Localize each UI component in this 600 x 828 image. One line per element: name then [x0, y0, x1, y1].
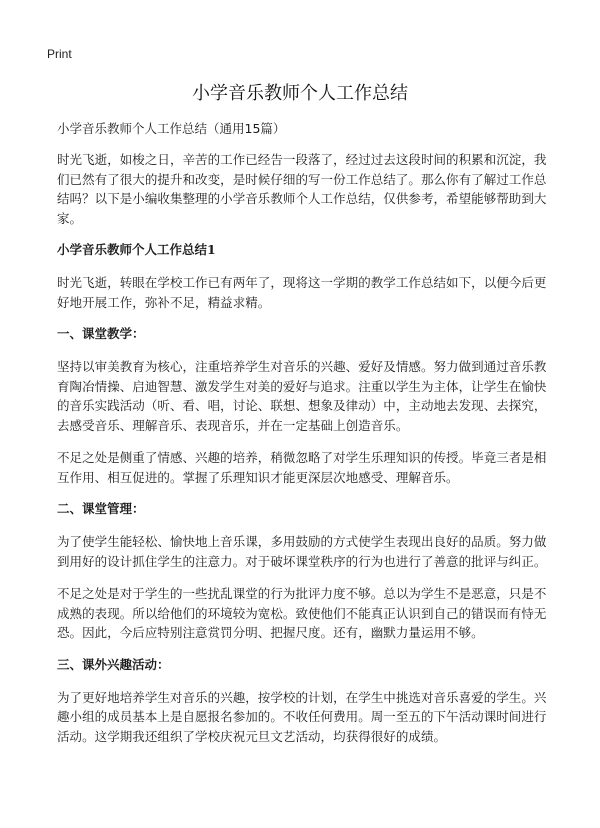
document-title: 小学音乐教师个人工作总结 — [192, 83, 408, 104]
section-paragraph: 为了使学生能轻松、愉快地上音乐课，多用鼓励的方式使学生表现出良好的品质。努力做到用好的设计抓住学生的注意力。对于破坏课堂秩序的行为也进行了善意的批评与纠正。 — [57, 534, 547, 569]
print-link[interactable]: Print — [47, 47, 72, 61]
intro-paragraph: 时光飞逝，如梭之日，辛苦的工作已经告一段落了，经过过去这段时间的积累和沉淀，我们已然有了很大的提升和改变，是时候仔细的写一份工作总结了。那么你有了解过工作总结吗？以下是小编收集整理的小学音乐教师个人工作总结，仅供参考，希望能够帮助到大家。 — [57, 152, 547, 226]
section-paragraph: 不足之处是侧重了情感、兴趣的培养，稍微忽略了对学生乐理知识的传授。毕竟三者是相互作用、相互促进的。掌握了乐理知识才能更深层次地感受、理解音乐。 — [57, 450, 547, 485]
section-paragraph: 为了更好地培养学生对音乐的兴趣，按学校的计划，在学生中挑选对音乐喜爱的学生。兴趣小组的成员基本上是自愿报名参加的。不收任何费用。周一至五的下午活动课时间进行活动。这学期我还组织了学校庆祝元旦文艺活动，均获得很好的成绩。 — [57, 689, 547, 744]
article-heading: 小学音乐教师个人工作总结1 — [57, 242, 216, 257]
section-paragraph: 不足之处是对于学生的一些扰乱课堂的行为批评力度不够。总以为学生不是恶意，只是不成熟的表现。所以给他们的环境较为宽松。致使他们不能真正认识到自己的错误而有恃无恐。因此，今后应特别注意赏罚分明、把握尺度。还有，幽默力量运用不够。 — [57, 586, 547, 640]
document-subtitle: 小学音乐教师个人工作总结（通用15篇） — [57, 121, 286, 136]
section-heading-classroom-management: 二、课堂管理： — [57, 501, 145, 516]
section-heading-extracurricular-activities: 三、课外兴趣活动： — [57, 656, 170, 672]
section-paragraph: 坚持以审美教育为核心，注重培养学生对音乐的兴趣、爱好及情感。努力做到通过音乐教育陶冶情操、启迪智慧、激发学生对美的爱好与追求。注重以学生为主体，让学生在愉快的音乐实践活动（听、看、唱，讨论、联想、想象及律动）中，主动地去发现、去探究，去感受音乐、理解音乐、表现音乐，并在一定基础上创造音乐。 — [57, 359, 547, 433]
section-heading-classroom-teaching: 一、课堂教学： — [57, 326, 145, 341]
article-intro-paragraph: 时光飞逝，转眼在学校工作已有两年了，现将这一学期的教学工作总结如下，以便今后更好地开展工作，弥补不足，精益求精。 — [57, 275, 547, 310]
document-body — [57, 120, 553, 759]
